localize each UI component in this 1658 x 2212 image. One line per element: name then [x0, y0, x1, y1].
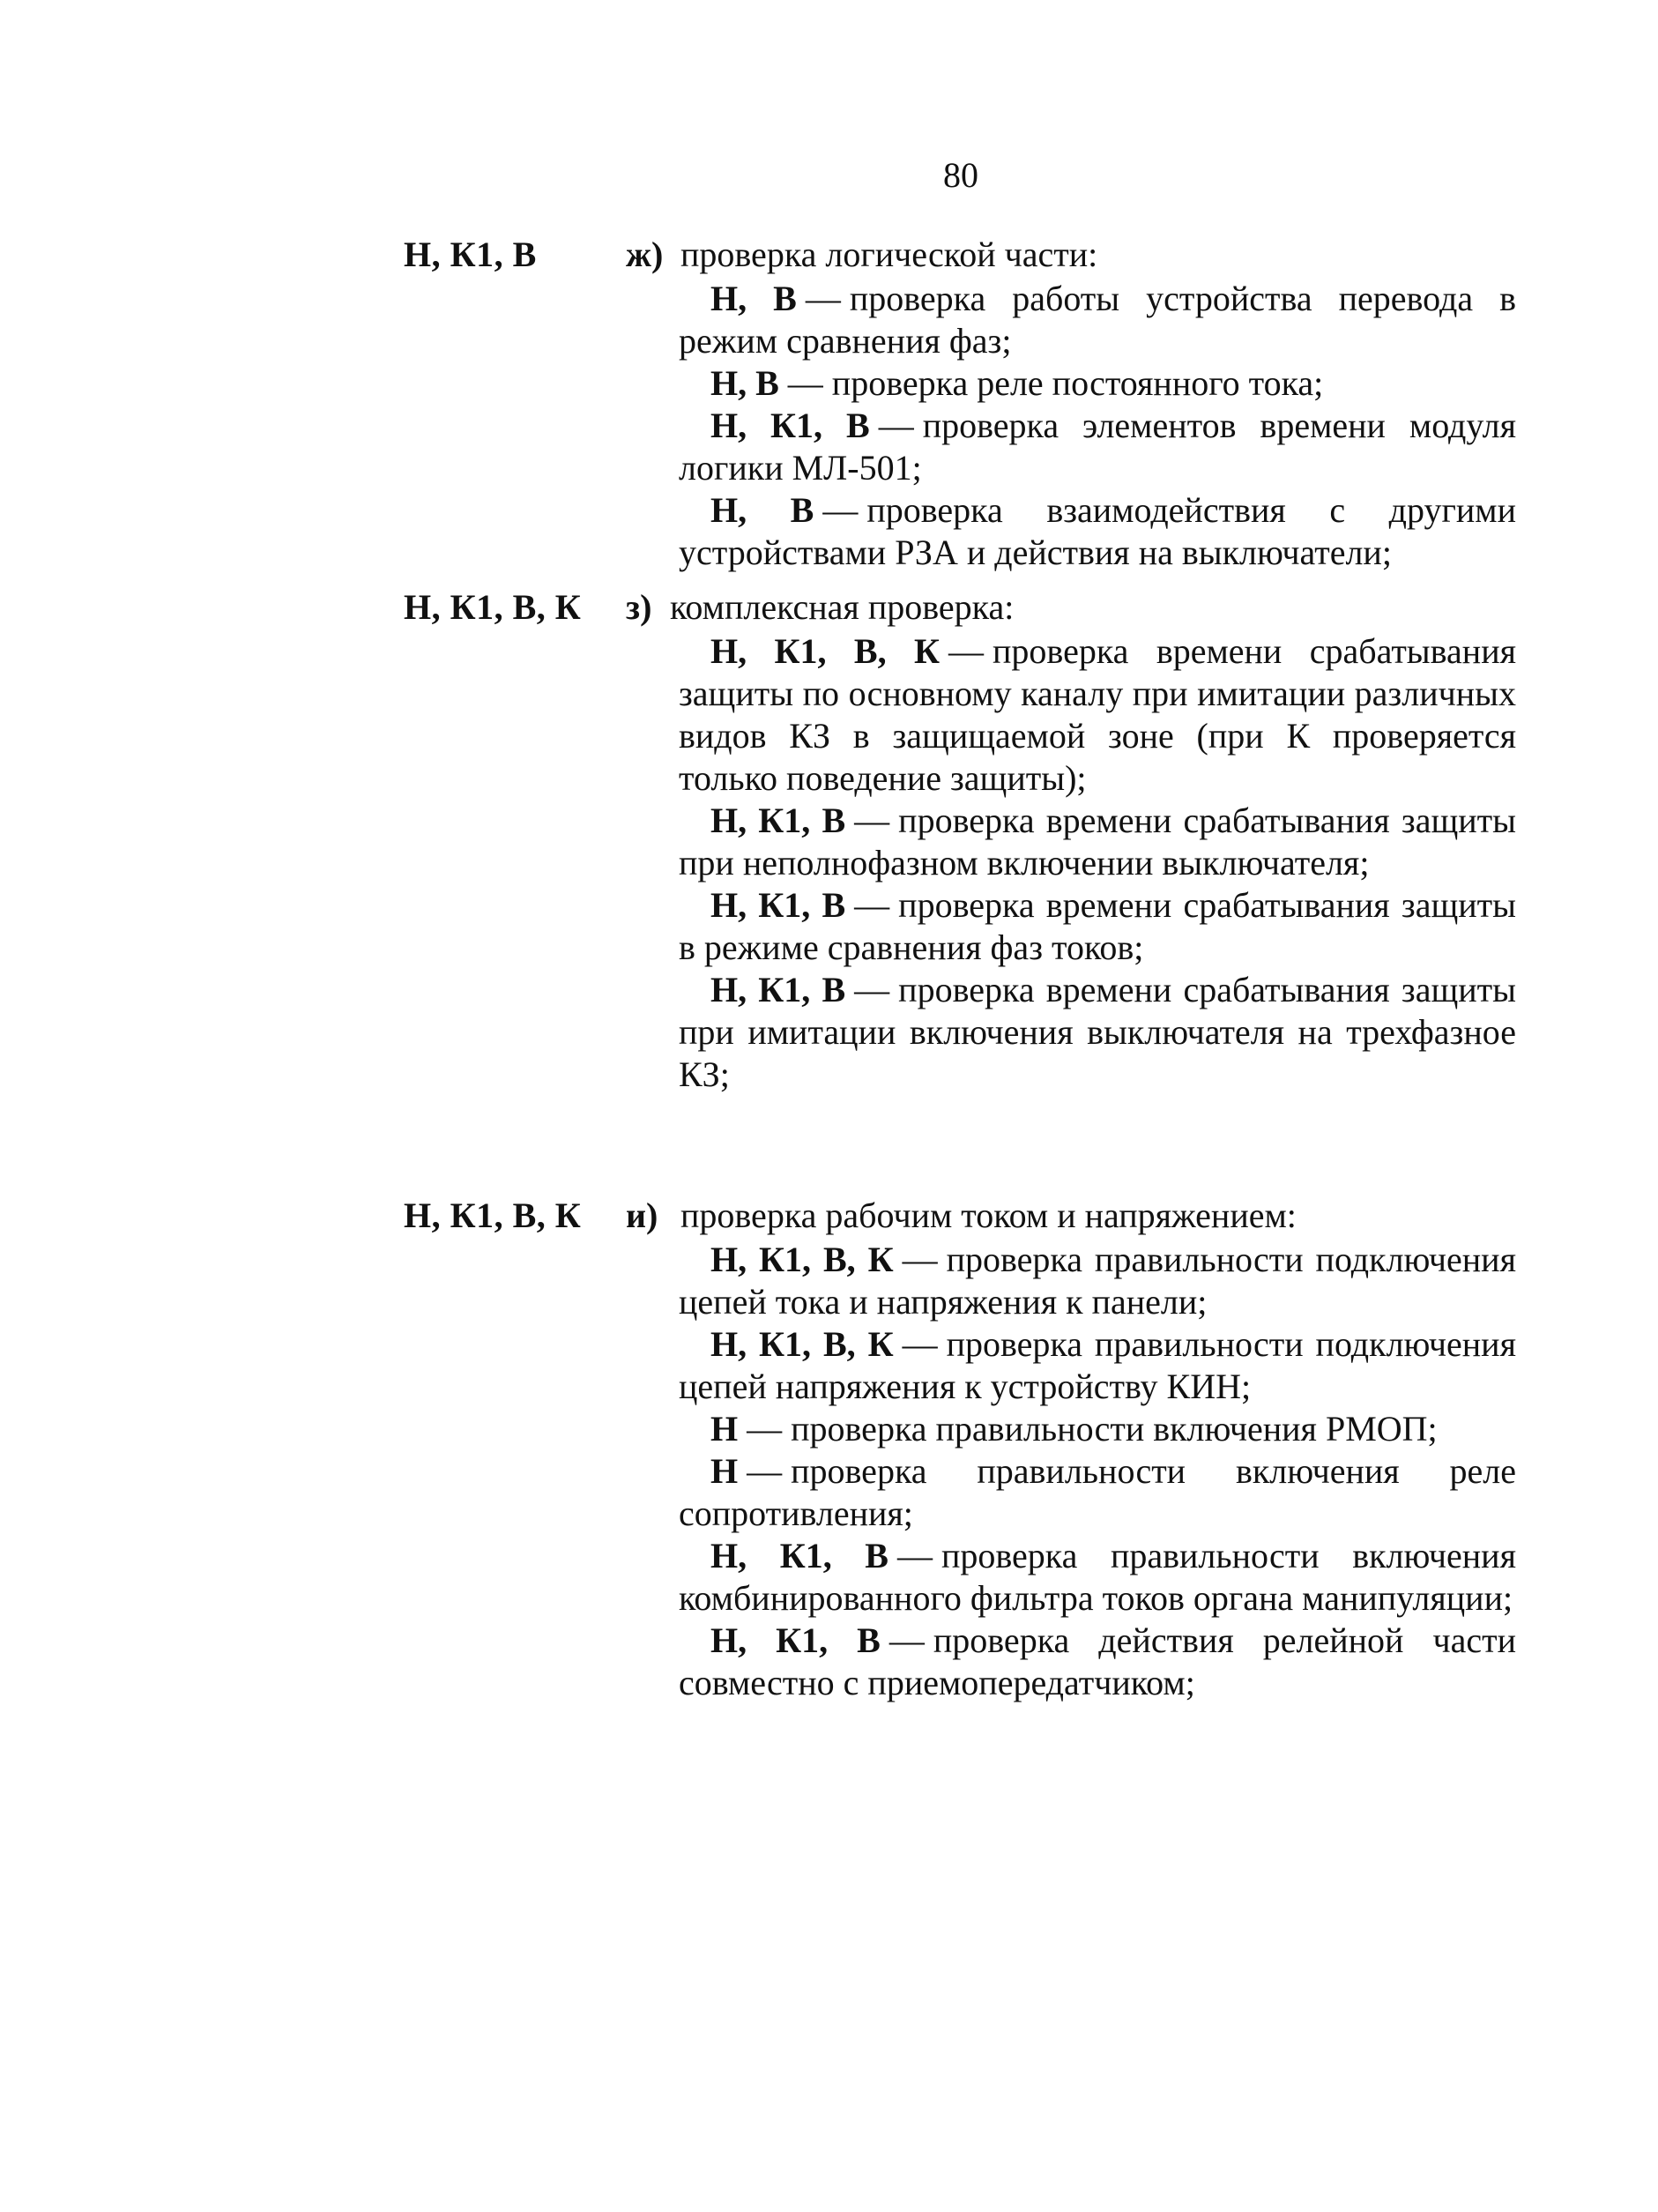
section-title: комплексная проверка:	[670, 587, 1015, 627]
section-codes: Н, К1, В, К	[404, 1195, 582, 1235]
page-number: 80	[943, 155, 978, 195]
list-item: Н, В — проверка взаимодействия с другими устройствами РЗА и действия на выключатели;	[679, 490, 1516, 572]
list-item: Н, К1, В, К — проверка времени срабатывания защиты по основному каналу при имитации различных видов КЗ в защищаемой зоне (при К проверяется только поведение защиты);	[679, 631, 1516, 798]
section-codes: Н, К1, В	[404, 235, 537, 274]
list-item: Н, К1, В, К — проверка правильности подключения цепей тока и напряжения к панели;	[679, 1240, 1516, 1322]
section-letter: з)	[626, 587, 652, 627]
list-item: Н, К1, В — проверка времени срабатывания защиты при неполнофазном включении выключателя;	[679, 801, 1517, 883]
list-item: Н, В — проверка работы устройства перевода в режим сравнения фаз;	[679, 279, 1517, 361]
list-item: Н — проверка правильности включения реле сопротивления;	[679, 1451, 1516, 1533]
list-item: Н, К1, В, К — проверка правильности подключения цепей напряжения к устройству КИН;	[679, 1324, 1516, 1406]
list-item: Н, К1, В — проверка времени срабатывания защиты при имитации включения выключателя на трехфазное КЗ;	[679, 970, 1517, 1094]
list-item: Н, В — проверка реле постоянного тока;	[710, 363, 1324, 403]
list-item: Н, К1, В — проверка времени срабатывания защиты в режиме сравнения фаз токов;	[679, 885, 1517, 967]
section-items	[679, 1239, 1516, 1704]
section-title: проверка рабочим током и напряжением:	[680, 1195, 1297, 1235]
list-item: Н, К1, В — проверка действия релейной части совместно с приемопередатчиком;	[679, 1620, 1517, 1702]
section-codes: Н, К1, В, К	[404, 587, 582, 627]
section-items	[679, 278, 1516, 574]
section-letter: ж)	[626, 235, 664, 274]
section-letter: и)	[626, 1195, 658, 1235]
section-items	[679, 630, 1516, 1096]
list-item: Н, К1, В — проверка правильности включения комбинированного фильтра токов органа манипуляции;	[679, 1536, 1516, 1618]
list-item: Н — проверка правильности включения РМОП;	[710, 1409, 1438, 1449]
list-item: Н, К1, В — проверка элементов времени модуля логики МЛ-501;	[679, 406, 1517, 488]
section-title: проверка логической части:	[680, 235, 1098, 274]
